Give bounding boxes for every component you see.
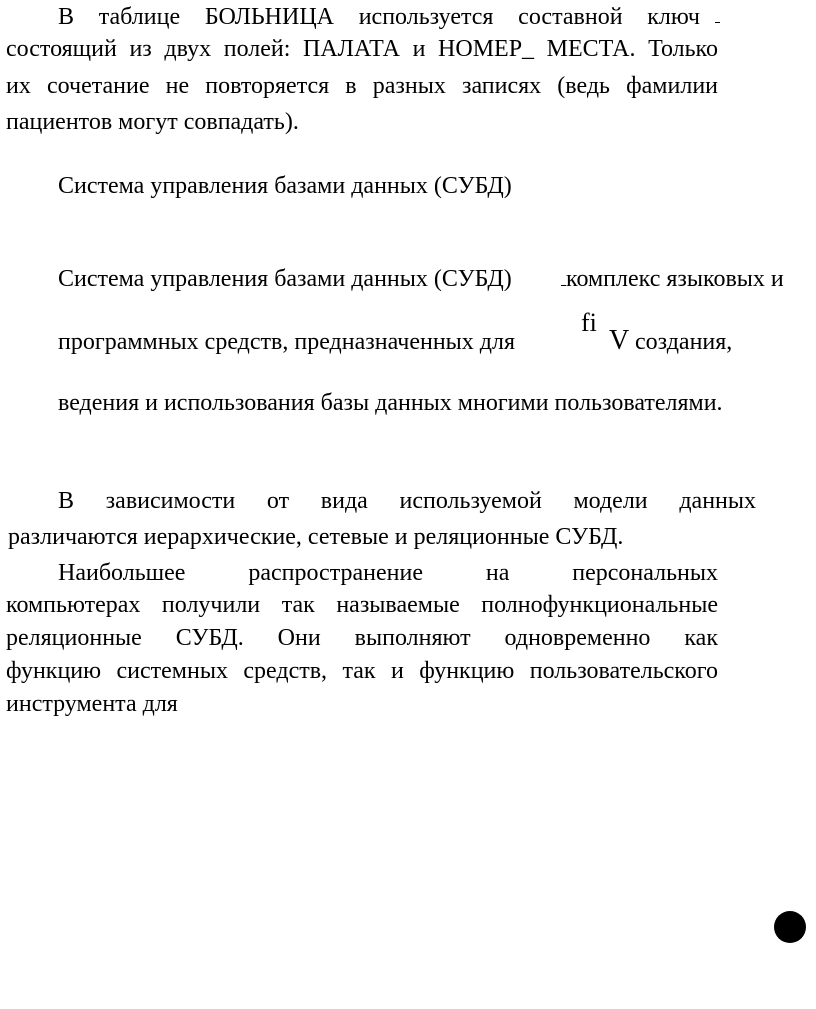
paragraph-1-line-4: пациентов могут совпадать). [6, 109, 299, 135]
definition-line-1a: Система управления базами данных (СУБД) [58, 266, 512, 292]
bullet-dot [774, 911, 806, 943]
definition-line-2b: создания, [635, 329, 733, 355]
paragraph-1-line-3: их сочетание не повторяется в разных записях (ведь фамилии [6, 73, 718, 99]
paragraph-1-line-2: состоящий из двух полей: ПАЛАТА и НОМЕР_ МЕСТА. Только [6, 36, 718, 62]
paragraph-2-line-1: В зависимости от вида используемой модели данных [58, 488, 756, 514]
glyph-fi: fi [581, 308, 597, 337]
definition-line-2a: программных средств, предназначенных для [58, 329, 516, 355]
paragraph-3-line-2: компьютерах получили так называемые полнофункциональные [6, 592, 718, 618]
paragraph-3-line-1: Наибольшее распространение на персональных [58, 560, 718, 586]
paragraph-3-line-4: функцию системных средств, так и функцию пользовательского [6, 658, 718, 684]
glyph-v: V [609, 325, 630, 356]
definition-line-3: ведения и использования базы данных многими пользователями. [58, 390, 723, 416]
dash-mark [715, 22, 720, 23]
definition-line-1b: комплекс языковых и [566, 266, 784, 292]
paragraph-1-line-1: В таблице БОЛЬНИЦА используется составной ключ [58, 4, 700, 30]
paragraph-3-line-5: инструмента для [6, 691, 178, 717]
paragraph-3-line-3: реляционные СУБД. Они выполняют одновременно как [6, 625, 718, 651]
section-heading: Система управления базами данных (СУБД) [58, 173, 512, 199]
paragraph-2-line-2: различаются иерархические, сетевые и реляционные СУБД. [8, 524, 624, 550]
